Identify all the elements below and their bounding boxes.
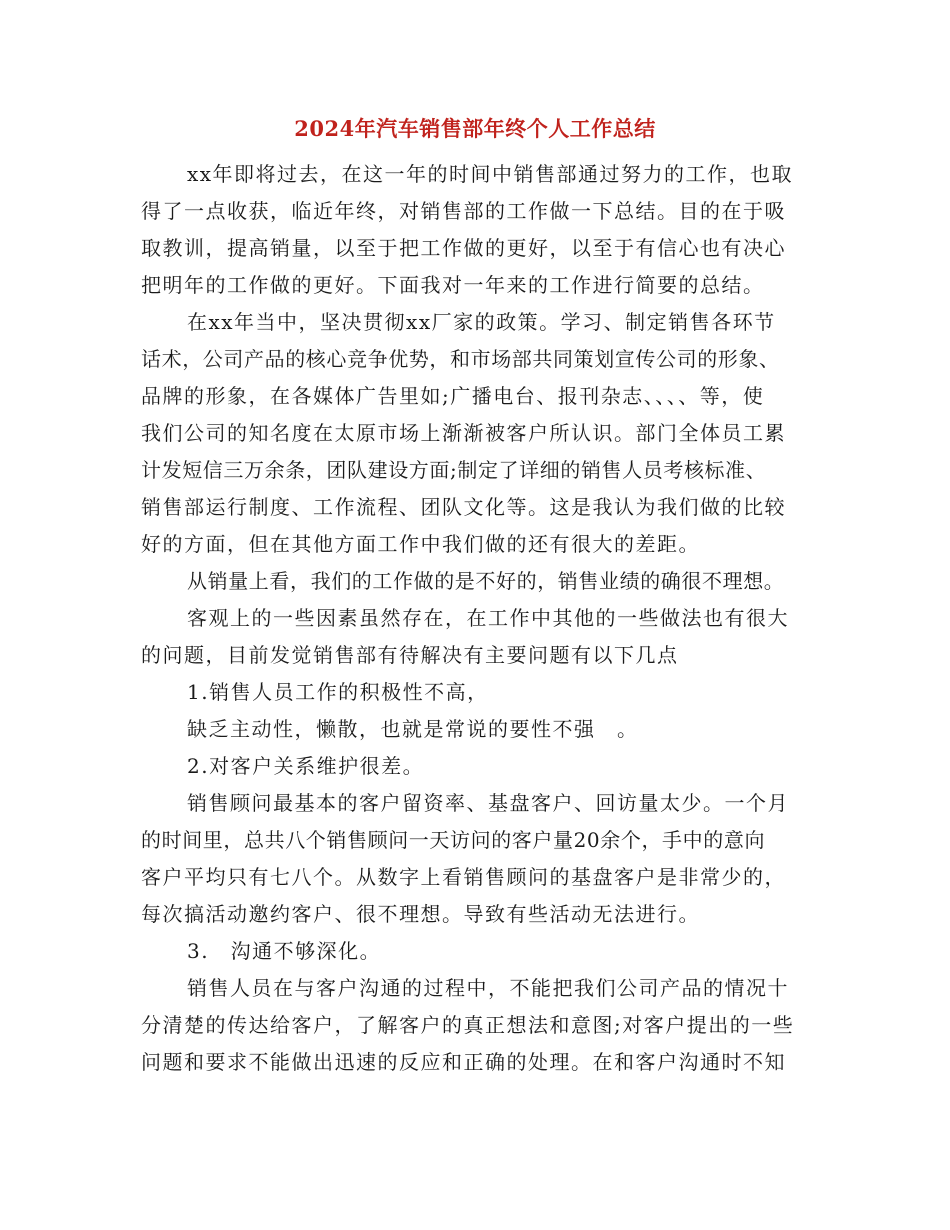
paragraph-line: 的时间里，总共八个销售顾问一天访问的客户量20余个，手中的意向 [141,828,766,852]
list-item: 3. 沟通不够深化。 [187,939,382,963]
paragraph-line: 得了一点收获，临近年终，对销售部的工作做一下总结。目的在于吸 [141,199,786,223]
paragraph-line: 取教训，提高销量，以至于把工作做的更好，以至于有信心也有决心 [141,236,786,260]
paragraph-line: 分清楚的传达给客户，了解客户的真正想法和意图;对客户提出的一些 [141,1013,795,1037]
paragraph-line: 好的方面，但在其他方面工作中我们做的还有很大的差距。 [141,532,700,556]
paragraph-line: 客户平均只有七八个。从数字上看销售顾问的基盘客户是非常少的， [141,865,786,889]
paragraph-line: 每次搞活动邀约客户、很不理想。导致有些活动无法进行。 [141,902,700,926]
document-title: 2024年汽车销售部年终个人工作总结 [294,116,656,141]
paragraph-line: 缺乏主动性，懒散，也就是常说的要性不强 。 [187,717,639,741]
paragraph-line: 客观上的一些因素虽然存在，在工作中其他的一些做法也有很大 [187,606,789,630]
paragraph-line: 从销量上看，我们的工作做的是不好的，销售业绩的确很不理想。 [187,569,785,593]
paragraph-line: 销售部运行制度、工作流程、团队文化等。这是我认为我们做的比较 [141,495,786,519]
list-item: 2.对客户关系维护很差。 [187,754,425,778]
paragraph-line: 把明年的工作做的更好。下面我对一年来的工作进行简要的总结。 [141,273,765,297]
paragraph-line: 的问题，目前发觉销售部有待解决有主要问题有以下几点 [141,643,679,667]
paragraph-line: 在xx年当中，坚决贯彻xx厂家的政策。学习、制定销售各环节 [187,310,776,334]
paragraph-line: 品牌的形象，在各媒体广告里如;广播电台、报刊杂志、、、、等，使 [141,384,765,408]
paragraph-line: xx年即将过去，在这一年的时间中销售部通过努力的工作，也取 [187,162,794,186]
paragraph-line: 销售人员在与客户沟通的过程中，不能把我们公司产品的情况十 [187,976,789,1000]
paragraph-line: 问题和要求不能做出迅速的反应和正确的处理。在和客户沟通时不知 [141,1050,786,1074]
list-item: 1.销售人员工作的积极性不高， [187,680,489,704]
paragraph-line: 计发短信三万余条，团队建设方面;制定了详细的销售人员考核标准、 [141,458,767,482]
paragraph-line: 销售顾问最基本的客户留资率、基盘客户、回访量太少。一个月 [187,791,789,815]
paragraph-line: 我们公司的知名度在太原市场上渐渐被客户所认识。部门全体员工累 [141,421,786,445]
paragraph-line: 话术，公司产品的核心竞争优势，和市场部共同策划宣传公司的形象、 [141,347,780,371]
